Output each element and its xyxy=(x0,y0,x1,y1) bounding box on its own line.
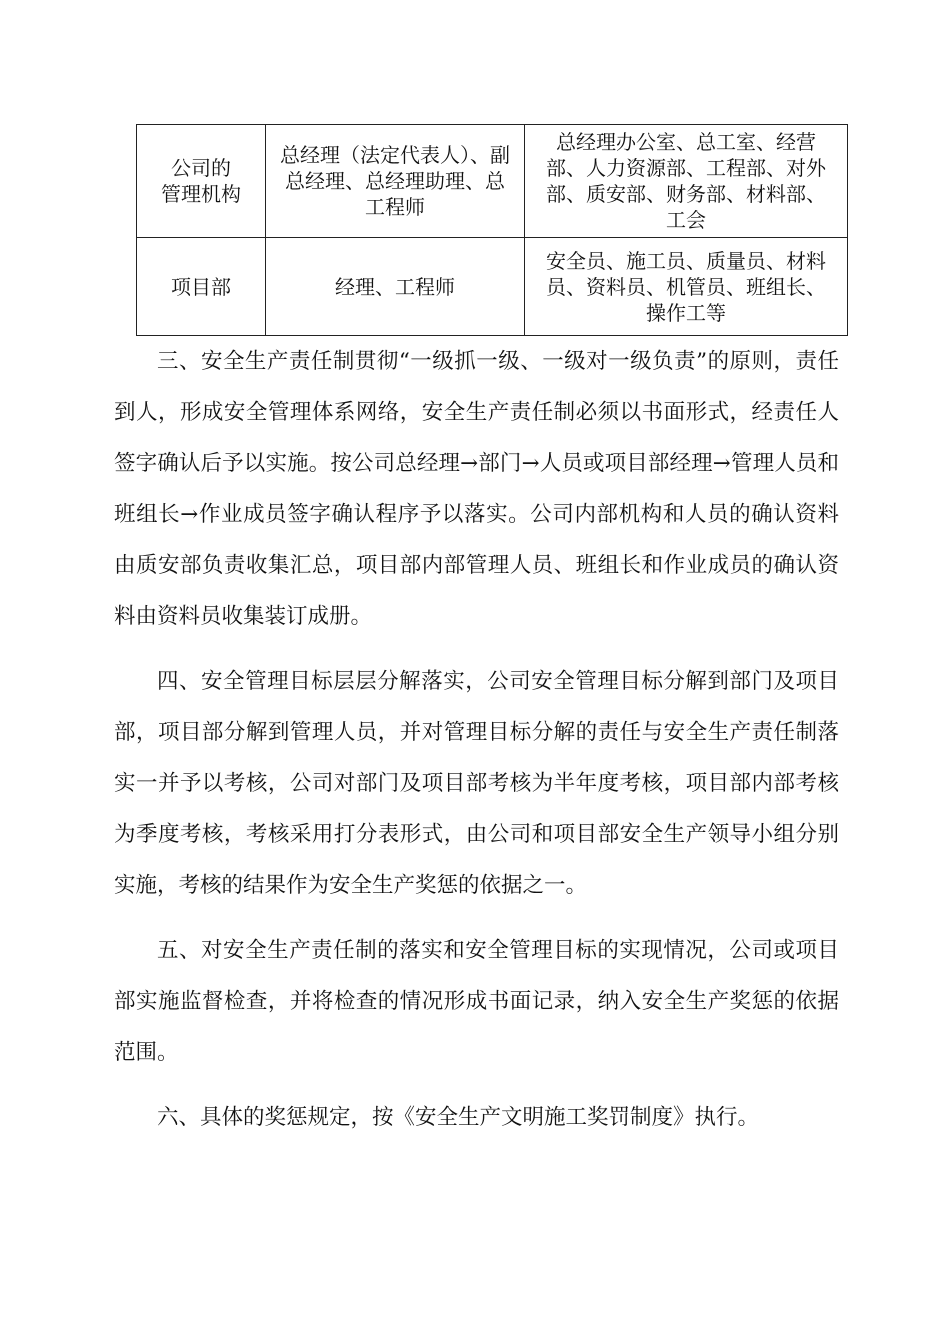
table-cell-unit: 项目部 xyxy=(137,238,266,336)
table-cell-departments: 总经理办公室、总工室、经营部、人力资源部、工程部、对外部、质安部、财务部、材料部、工会 xyxy=(525,125,848,238)
paragraph-4: 四、安全管理目标层层分解落实，公司安全管理目标分解到部门及项目部，项目部分解到管理人员，并对管理目标分解的责任与安全生产责任制落实一并予以考核，公司对部门及项目部考核为半年度考核，项目部内部考核为季度考核，考核采用打分表形式，由公司和项目部安全生产领导小组分别实施，考核的结果作为安全生产奖惩的依据之一。 xyxy=(114,669,839,898)
table-row xyxy=(137,125,848,238)
paragraph-6: 六、具体的奖惩规定，按《安全生产文明施工奖罚制度》执行。 xyxy=(157,1105,760,1130)
table-row xyxy=(137,238,848,336)
table-cell-positions: 经理、工程师 xyxy=(266,238,525,336)
table-cell-positions: 总经理（法定代表人）、副总经理、总经理助理、总工程师 xyxy=(266,125,525,238)
paragraph-5: 五、对安全生产责任制的落实和安全管理目标的实现情况，公司或项目部实施监督检查，并将检查的情况形成书面记录，纳入安全生产奖惩的依据范围。 xyxy=(114,938,839,1065)
document-body xyxy=(114,336,839,1157)
table-cell-unit: 公司的 管理机构 xyxy=(137,125,266,238)
responsibility-table xyxy=(136,124,848,336)
paragraph-3: 三、安全生产责任制贯彻“一级抓一级、一级对一级负责”的原则，责任到人，形成安全管理体系网络，安全生产责任制必须以书面形式，经责任人签字确认后予以实施。按公司总经理→部门→人员或项目部经理→管理人员和班组长→作业成员签字确认程序予以落实。公司内部机构和人员的确认资料由质安部负责收集汇总，项目部内部管理人员、班组长和作业成员的确认资料由资料员收集装订成册。 xyxy=(114,349,839,629)
table-cell-departments: 安全员、施工员、质量员、材料员、资料员、机管员、班组长、操作工等 xyxy=(525,238,848,336)
